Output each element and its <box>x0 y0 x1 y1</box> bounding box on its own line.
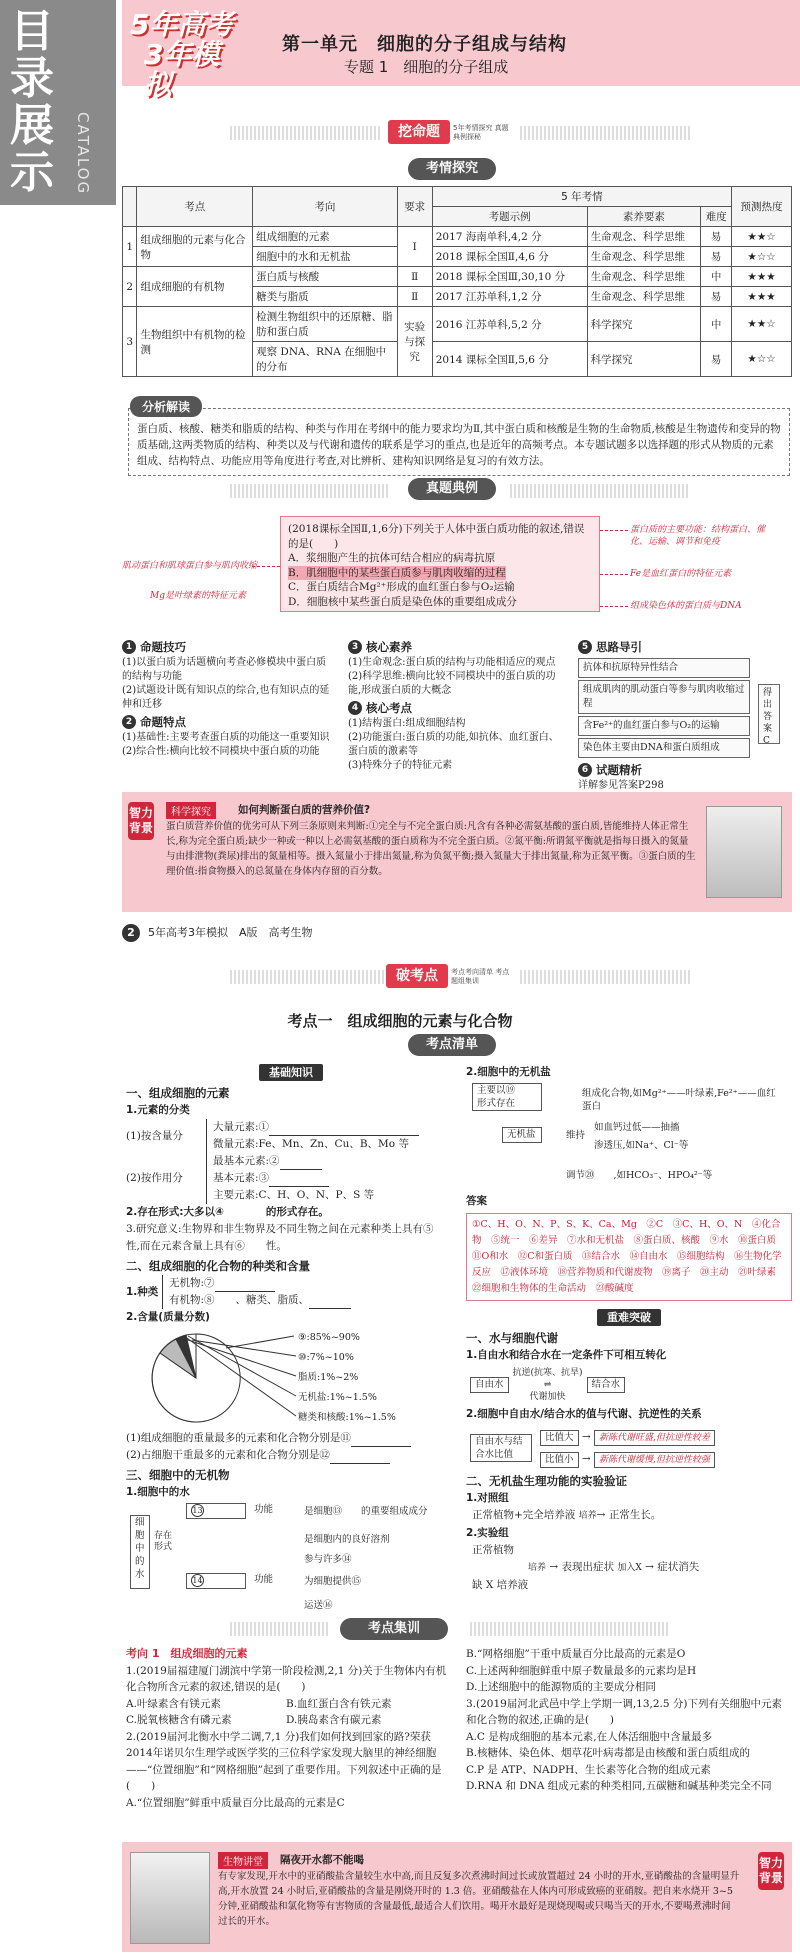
question-3: 3.(2019届河北武邑中学上学期一调,13,2.5 分)下列有关细胞中元素和化合物的叙述,正确的是( ) <box>466 1697 783 1726</box>
note-right-3: 组成染色体的蛋白质与DNA <box>630 601 742 611</box>
example-question <box>280 516 600 612</box>
tag-sub: 5年考情探究 真题典例探秘 <box>453 124 509 141</box>
salt-diagram: 主要以⑲ 形式存在 无机盐 组成化合物,如Mg²⁺——叶绿素,Fe²⁺——血红蛋白 维持 如血钙过低——抽搐 渗透压,如Na⁺、Cl⁻等 调节⑳ ,如HCO₃⁻、HPO₄²⁻等 <box>466 1081 792 1193</box>
flow-box-3: 含Fe²⁺的血红蛋白参与O₂的运输 <box>578 716 750 736</box>
kaodian-qingdan-pill: 考点清单 <box>408 1034 496 1056</box>
stripe-left-3 <box>230 970 390 984</box>
answers-box <box>466 1213 792 1301</box>
column-silu: 5 思路导引 抗体和抗原特异性结合 组成肌肉的肌动蛋白等参与肌肉收缩过程 含Fe²⁺的血红蛋白参与O₂的运输 染色体主要由DNA和蛋白质组成 得出答案C 6 试题精析 详解参见答案P298 <box>578 640 792 793</box>
pie-label-protein: ⑩:7%~10% <box>298 1352 354 1363</box>
note-right-1: 蛋白质的主要功能：结构蛋白、催化、运输、调节和免疫 <box>630 525 766 547</box>
table-row: 3 生物组织中有机物的检测 检测生物组织中的还原糖、脂肪和蛋白质 实验与探究 2016 江苏单科,5,2 分 科学探究 中 ★★☆ <box>123 307 792 342</box>
book-logo <box>130 8 242 101</box>
note-left-2: Mg是叶绿素的特征元素 <box>150 591 246 601</box>
analysis-text: 蛋白质、核酸、糖类和脂质的结构、种类与作用在考纲中的能力要求均为Ⅱ,其中蛋白质和核酸是生物的生命物质,核酸是生物遗传和变异的物质基础,这两类物质的结构、种类以及与代谢和遗传的联系是学习的重点,也是近年的高频考点。本专题试题多以选择题的形式从物质的元素组成、结构特点、功能应用等角度进行考查,对比辨析、建构知识网络是复习的有效方法。 <box>137 423 781 467</box>
column-mingti: 1 命题技巧 (1)以蛋白质为话题横向考查必修模块中蛋白质的结构与功能 (2)试题设计既有知识点的综合,也有知识点的延伸和迁移 2 命题特点 (1)基础性:主要考查蛋白质的功能这一重要知识 (2)综合性:横向比较不同模块中蛋白质的功能 <box>122 640 330 757</box>
pie-label-water: ⑨:85%~90% <box>298 1332 360 1343</box>
catalog-banner <box>0 0 116 205</box>
exercise-right: B.“网格细胞”干重中质量百分比最高的元素是O C.上述两种细胞鲜重中原子数量最多的元素均是H D.上述细胞中的能源物质的主要成分相同 3.(2019届河北武邑中学上学期一调,13,2.5 分)下列有关细胞中元素和化合物的叙述,正确的是( ) A.C 是构成细胞的基本元素,在人体活细胞中含量最多 B.核糖体、染色体、烟草花叶病毒都是由核酸和蛋白质组成的 C.P 是 ATP、NADPH、生长素等化合物的组成元素 D.RNA 和 DNA 组成元素的种类相同,五碳糖和碱基种类完全不同 <box>466 1646 792 1795</box>
num-3-icon: 3 <box>348 640 362 654</box>
kaodian-title: 考点一 组成细胞的元素与化合物 <box>287 1012 513 1030</box>
th-redu: 预测热度 <box>732 187 792 227</box>
stripe-right-2 <box>510 484 690 498</box>
example-option-b: B．肌细胞中的某些蛋白质参与肌肉收缩的过程 <box>288 566 506 579</box>
num-1-icon: 1 <box>122 640 136 654</box>
pie-label-sugar: 糖类和核酸:1%~1.5% <box>298 1412 396 1423</box>
pie-label-salt: 无机盐:1%~1.5% <box>298 1392 377 1403</box>
logo-line2: 3年模拟 <box>144 38 220 101</box>
th-nandu: 难度 <box>701 207 732 227</box>
section-tag-pokao <box>386 964 511 988</box>
note-line-l1 <box>252 566 280 567</box>
zhili-label-2: 智力背景 <box>758 1852 784 1890</box>
th-shili: 考题示例 <box>432 207 587 227</box>
stripe-left-2 <box>230 484 390 498</box>
note-line-r3 <box>600 606 628 607</box>
section-tag-mingti <box>388 120 513 144</box>
example-option-c: C．蛋白质结合Mg²⁺形成的血红蛋白参与O₂运输 <box>288 581 515 593</box>
column-suyang: 3 核心素养 (1)生命观念:蛋白质的结构与功能相适应的观点 (2)科学思维:横向比较不同模块中的蛋白质的功能,形成蛋白质的大概念 4 核心考点 (1)结构蛋白:组成细胞结构 (2)功能蛋白:蛋白质的功能,如抗体、血红蛋白、蛋白质的激素等 (3)特殊分子的特征元素 <box>348 640 559 771</box>
direction-1: 考向 1 组成细胞的元素 <box>126 1647 248 1660</box>
note-line-r2 <box>600 574 628 575</box>
stripe-right-4 <box>470 1622 670 1636</box>
num-5-icon: 5 <box>578 640 592 654</box>
table-row: 2 组成细胞的有机物 蛋白质与核酸 Ⅱ 2018 课标全国Ⅲ,30,10 分 生命观念、科学思维 中 ★★★ <box>123 267 792 287</box>
band2-text: 有专家发现,开水中的亚硝酸盐含量较生水中高,而且反复多次煮沸时间过长或放置超过 24 小时的开水,亚硝酸盐的含量明显升高,开水放置 24 小时后,亚硝酸盐的含量是刚烧开时的 1.3 倍。亚硝酸盐在人体内可形成致癌的亚硝胺。把自来水烧开 3~5 分钟,亚硝酸盐和氯化物等有害物质的含量最低,最适合人们饮用。喝开水最好是现烧现喝或只喝当天的开水,不要喝煮沸时间过长的开水。 <box>218 1871 740 1927</box>
th-kaodian: 考点 <box>137 187 253 227</box>
background-band-2 <box>122 1842 792 1952</box>
kexue-tag: 科学探究 <box>166 802 216 819</box>
exam-table <box>122 186 792 377</box>
th-xiang: 考向 <box>253 187 398 227</box>
water-diagram: 细胞中的水 存在形式 13 14 功能 是细胞⑬ 的重要组成成分 功能 是细胞内的良好溶剂 参与许多⑭ 为细胞提供⑮ 运送⑯ <box>126 1501 456 1621</box>
kaoqing-pill: 考情探究 <box>408 158 496 180</box>
table-row: 1 组成细胞的元素与化合物 组成细胞的元素 Ⅰ 2017 海南单科,4,2 分 生命观念、科学思维 易 ★★☆ <box>123 227 792 247</box>
example-option-d: D．细胞核中某些蛋白质是染色体的重要组成成分 <box>288 595 517 608</box>
th-yaoqiu: 要求 <box>397 187 432 227</box>
topic-title: 专题 1 细胞的分子组成 <box>344 58 509 76</box>
th-suyang: 素养要素 <box>587 207 701 227</box>
jixun-pill: 考点集训 <box>340 1618 448 1640</box>
question-1: 1.(2019届福建厦门湖滨中学第一阶段检测,2,1 分)关于生物体内有机化合物所含元素的叙述,错误的是( ) <box>126 1664 447 1693</box>
food-photo <box>706 806 782 898</box>
free-water-box: 14 <box>186 1573 246 1589</box>
table-row: 细胞中的水和无机盐 2018 课标全国Ⅱ,4,6 分 生命观念、科学思维 易 ★☆☆ <box>123 247 792 267</box>
background-band <box>122 792 792 912</box>
band2-question: 隔夜开水都不能喝 <box>280 1854 364 1866</box>
th-5nian: 5 年考情 <box>432 187 731 207</box>
analysis-box <box>128 408 790 476</box>
water-box: 细胞中的水 <box>130 1515 150 1589</box>
example-stem: (2018课标全国Ⅱ,1,6分)下列关于人体中蛋白质功能的叙述,错误的是( ) <box>288 523 585 550</box>
table-row: 观察 DNA、RNA 在细胞中的分布 2014 课标全国Ⅱ,5,6 分 科学探究 易 ★☆☆ <box>123 342 792 377</box>
bound-water-box: 13 <box>186 1503 246 1519</box>
basic-knowledge: 基础知识 一、组成细胞的元素 1.元素的分类 (1)按含量分 大量元素:① 微量元素:Fe、Mn、Zn、Cu、B、Mo 等 (2)按作用分 最基本元素:② 基本元素:③ 主要元素:C、H、O、N、P、S 等 2.存在形式:大多以④ 的形式存在。 3.研究意义:生物界和非生物界及不同生物之间在元素种类上具有⑤ 性,而在元素含量上具有⑥ 性。 二、组成细胞的化合物的种类和含量 1.种类 无机物:⑦ 有机物:⑧ 、糖类、脂质、 2.含量(质量分数) ⑨:85%~90% ⑩:7%~10% 脂质:1%~2% 无机盐:1%~1.5% 糖类和核酸:1%~1.5% (1)组成细胞的重量最多的元素和化合物分别是⑪ (2)占细胞干重最多的元素和化合物分别是⑫ 三、细胞中的无机物 1.细胞中的水 细胞中的水 存在形式 13 14 功能 是细胞⑬ 的重要组成成分 功能 是细胞内的良好溶剂 参与许多⑭ 为细胞提供⑮ 运送⑯ <box>126 1064 456 1621</box>
catalog-label: CATALOG <box>74 112 92 196</box>
page-footer: 2 5年高考3年模拟 A版 高考生物 <box>122 924 313 942</box>
note-left-1: 肌动蛋白和肌球蛋白参与肌肉收缩 <box>122 561 258 571</box>
unit-title: 第一单元 细胞的分子组成与结构 <box>282 34 567 55</box>
pie-diagram <box>126 1326 456 1430</box>
table-row: 糖类与脂质 Ⅱ 2017 江苏单科,1,2 分 生命观念、科学思维 易 ★★★ <box>123 287 792 307</box>
analysis-label: 分析解读 <box>130 396 202 417</box>
exercise-left: 考向 1 组成细胞的元素 1.(2019届福建厦门湖滨中学第一阶段检测,2,1 分)关于生物体内有机化合物所含元素的叙述,错误的是( ) A.叶绿素含有镁元素 B.血红蛋白含有铁元素 C.脱氧核糖含有磷元素 D.胰岛素含有碳元素 2.(2019届河北衡水中学二调,7,1 分)我们如何找到回家的路?荣获2014年诺贝尔生理学或医学奖的三位科学家发现大脑里的神经细胞——“位置细胞”和“网格细胞”起到了重要作用。下列叙述中正确的是( ) A.“位置细胞”鲜重中质量百分比最高的元素是C <box>126 1646 456 1811</box>
answers-text: ①C、H、O、N、P、S、K、Ca、Mg ②C ③C、H、O、N ④化合物 ⑤统一 ⑥差异 ⑦水和无机盐 ⑧蛋白质、核酸 ⑨水 ⑩蛋白质 ⑪O和水 ⑫C和蛋白质 ⑬结合水 ⑭自由水 ⑮细胞结构 ⑯生物化学反应 ⑰液体环境 ⑱营养物质和代谢废物 ⑲离子 ⑳主动 ㉑叶绿素 ㉒细胞和生物体的生命活动 ㉓酸碱度 <box>472 1219 786 1294</box>
jichu-label: 基础知识 <box>259 1064 323 1081</box>
flow-answer: 得出答案C <box>758 684 780 744</box>
tag-label: 破考点 <box>386 964 448 988</box>
flow-box-4: 染色体主要由DNA和蛋白质组成 <box>578 738 750 758</box>
note-right-2: Fe是血红蛋白的特征元素 <box>630 569 732 579</box>
zhili-label: 智力背景 <box>128 802 154 840</box>
question-2: 2.(2019届河北衡水中学二调,7,1 分)我们如何找到回家的路?荣获2014年诺贝尔生理学或医学奖的三位科学家发现大脑里的神经细胞——“位置细胞”和“网格细胞”起到了重要作用。下列叙述中正确的是( ) <box>126 1730 442 1792</box>
note-line-r1 <box>600 530 628 531</box>
flow-box-2: 组成肌肉的肌动蛋白等参与肌肉收缩过程 <box>578 680 750 714</box>
stripe-right <box>520 126 690 140</box>
right-knowledge: 2.细胞中的无机盐 主要以⑲ 形式存在 无机盐 组成化合物,如Mg²⁺——叶绿素,Fe²⁺——血红蛋白 维持 如血钙过低——抽搐 渗透压,如Na⁺、Cl⁻等 调节⑳ ,如HCO₃⁻、HPO₄²⁻等 答案 ①C、H、O、N、P、S、K、Ca、Mg ②C ③C、H、O、N ④化合物 ⑤统一 ⑥差异 ⑦水和无机盐 ⑧蛋白质、核酸 ⑨水 ⑩蛋白质 ⑪O和水 ⑫C和蛋白质 ⑬结合水 ⑭自由水 ⑮细胞结构 ⑯生物化学反应 ⑰液体环境 ⑱营养物质和代谢废物 ⑲离子 ⑳主动 ㉑叶绿素 ㉒细胞和生物体的生命活动 ㉓酸碱度 重难突破 一、水与细胞代谢 1.自由水和结合水在一定条件下可相互转化 自由水 抗逆(抗寒、抗旱) ⇌ 代谢加快 结合水 2.细胞中自由水/结合水的值与代谢、抗逆性的关系 自由水与结合水比值 比值大 → 新陈代谢旺盛,但抗逆性较差 比值小 → 新陈代谢缓慢,但抗逆性较强 二、无机盐生理功能的实验验证 1.对照组 正常植物+完全培养液 培养→ 正常生长。 2.实验组 正常植物 培养 → 表现出症状 加入X → 症状消失 缺 X 培养液 <box>466 1064 792 1594</box>
salt-box: 无机盐 <box>502 1127 542 1143</box>
stripe-left <box>230 126 380 140</box>
pie-chart-svg <box>126 1326 456 1430</box>
num-4-icon: 4 <box>348 701 362 715</box>
stripe-left-4 <box>230 1622 330 1636</box>
page-header <box>122 0 800 101</box>
num-6-icon: 6 <box>578 763 592 777</box>
zhenti-pill: 真题典例 <box>408 478 496 500</box>
num-2-icon: 2 <box>122 715 136 729</box>
water-photo <box>130 1852 210 1944</box>
tag-label: 挖命题 <box>388 120 450 144</box>
band-question: 如何判断蛋白质的营养价值? <box>238 804 371 816</box>
catalog-title: 目录展示 <box>10 6 54 198</box>
tag-sub: 考点考向清单 考点题组集训 <box>451 968 510 985</box>
stripe-right-3 <box>520 970 690 984</box>
band-text: 蛋白质营养价值的优劣可从下列三条原则来判断:①完全与不完全蛋白质:凡含有各种必需氨基酸的蛋白质,皆能维持人体正常生长,称为完全蛋白质;缺少一种或一种以上必需氨基酸的蛋白质称为不完全蛋白质。②氮平衡:所谓氮平衡就是指每日摄入的氮量与由排泄物(粪尿)排出的氮量相等。摄入氮量小于排出氮量,称为负氮平衡;摄入氮量大于排出氮量,称为正氮平衡。③蛋白质的生理价值:指食物摄入的总氮量在身体内存留的百分数。 <box>166 821 696 877</box>
example-option-a: A．浆细胞产生的抗体可结合相应的病毒抗原 <box>288 552 496 564</box>
lecture-tag: 生物讲堂 <box>218 1852 268 1869</box>
pie-label-lipid: 脂质:1%~2% <box>298 1372 359 1383</box>
page-number: 2 <box>122 924 140 942</box>
logo-line1: 5年高考 <box>130 8 234 41</box>
zhongnan-label: 重难突破 <box>597 1309 661 1326</box>
flow-box-1: 抗体和抗原特异性结合 <box>578 658 750 678</box>
